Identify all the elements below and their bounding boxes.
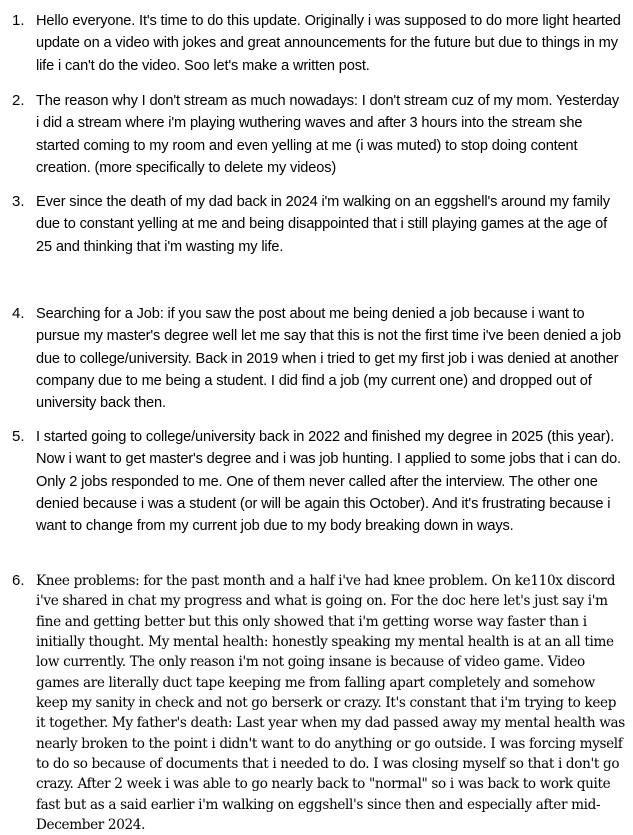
list-item-text: Knee problems: for the past month and a half i've had knee problem. On ke110x discord i've shared in chat my progress and what is going on. For the doc here let's just say i'm fine and getting better but this only showed that i'm getting worse way faster than i initially thought. My mental health: honestly speaking my mental health is at an all time low currently. The only reason i'm not going insane is because of video game. Video games are literally duct tape keeping me from falling apart completely and somehow keep my sanity in check and not go berserk or crazy. It's constant that i'm trying to keep it together. My father's death: Last year when my dad passed away my mental health was nearly broken to the point i didn't want to do anything or go outside. I was forcing myself to do so because of documents that i needed to do. I was closing myself so that i don't go crazy. After 2 week i was able to go nearly back to "normal" so i was back to work quite fast but as a said earlier i'm walking on eggshell's since then and especially after mid-December 2024. — [36, 573, 625, 834]
list-item-number: 1. — [12, 12, 25, 29]
list-item-text: Hello everyone. It's time to do this update. Originally i was supposed to do more light hearted update on a video with jokes and great announcements for the future but due to things in my life i can't do the video. Soo let's make a written post. — [36, 13, 621, 74]
list-item-number: 3. — [12, 193, 25, 210]
list-item-text: Searching for a Job: if you saw the post about me being denied a job because i want to pursue my master's degree well let me say that this is not the first time i've been denied a job due to college/university. Back in 2019 when i tried to get my first job i was denied at another company due to me being a student. I did find a job (my current one) and dropped out of university back then. — [36, 306, 621, 412]
list-item-number: 5. — [12, 428, 25, 445]
list-item-number: 2. — [12, 92, 25, 109]
list-item-number: 6. — [12, 572, 25, 589]
list-item-text: Ever since the death of my dad back in 2024 i'm walking on an eggshell's around my family due to constant yelling at me and being disappointed that i still playing games at the age of 25 and thinking that i'm wasting my life. — [36, 194, 610, 255]
list-item-number: 4. — [12, 305, 25, 322]
list-item-text: I started going to college/university back in 2022 and finished my degree in 2025 (this year). Now i want to get master's degree and i was job hunting. I applied to some jobs that i can do. Only 2 jobs responded to me. One of them never called after the interview. The other one denied because i was a student (or will be again this October). And it's frustrating because i want to change from my current job due to my body breaking down in ways. — [36, 429, 621, 535]
list-item-text: The reason why I don't stream as much nowadays: I don't stream cuz of my mom. Yesterday i did a stream where i'm playing wuthering waves and after 3 hours into the stream she started coming to my room and even yelling at me (i was muted) to stop doing content creation. (more specifically to delete my videos) — [36, 93, 620, 176]
